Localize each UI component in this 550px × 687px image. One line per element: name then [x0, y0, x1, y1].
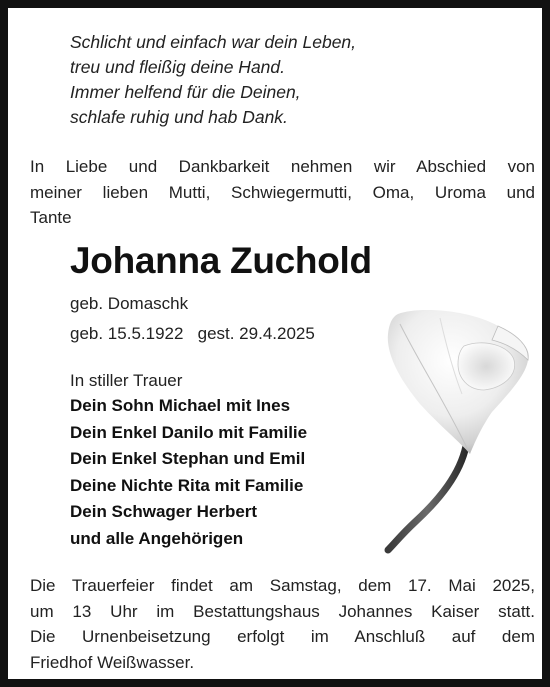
maiden-name: geb. Domaschk: [70, 294, 189, 313]
funeral-info-line: Die Urnenbeisetzung erfolgt im Anschluß auf dem: [30, 627, 535, 646]
farewell-line: meiner lieben Mutti, Schwiegermutti, Oma, Uroma und: [30, 182, 535, 202]
farewell-line: Tante: [30, 208, 72, 227]
mourner-name: Dein Schwager Herbert: [70, 502, 258, 521]
mourners-list: [70, 368, 390, 552]
funeral-info-line: Friedhof Weißwasser.: [30, 652, 195, 672]
funeral-info-line: um 13 Uhr im Bestattungshaus Johannes Kaiser statt.: [30, 601, 535, 621]
life-dates: geb. 15.5.1922 gest. 29.4.2025: [70, 324, 315, 343]
poem: [70, 30, 490, 130]
calla-lily-icon: [380, 304, 540, 554]
funeral-info-line: Die Trauerfeier findet am Samstag, dem 17. Mai 2025,: [30, 576, 535, 595]
mourner-name: Dein Enkel Danilo mit Familie: [70, 422, 308, 442]
mourner-name: Dein Enkel Stephan und Emil: [70, 449, 306, 468]
poem-line: Immer helfend für die Deinen,: [70, 82, 301, 102]
mourner-name: und alle Angehörigen: [70, 528, 244, 548]
farewell-text: [30, 154, 535, 231]
funeral-info: [30, 573, 535, 675]
mourner-name: Deine Nichte Rita mit Familie: [70, 475, 304, 495]
farewell-line: In Liebe und Dankbarkeit nehmen wir Abschied von: [30, 157, 535, 176]
poem-line: Schlicht und einfach war dein Leben,: [70, 32, 357, 52]
poem-line: treu und fleißig deine Hand.: [70, 57, 285, 77]
deceased-name: Johanna Zuchold: [70, 240, 372, 281]
mourner-name: Dein Sohn Michael mit Ines: [70, 396, 291, 415]
mourning-heading: In stiller Trauer: [70, 371, 183, 390]
poem-line: schlafe ruhig und hab Dank.: [70, 107, 288, 127]
